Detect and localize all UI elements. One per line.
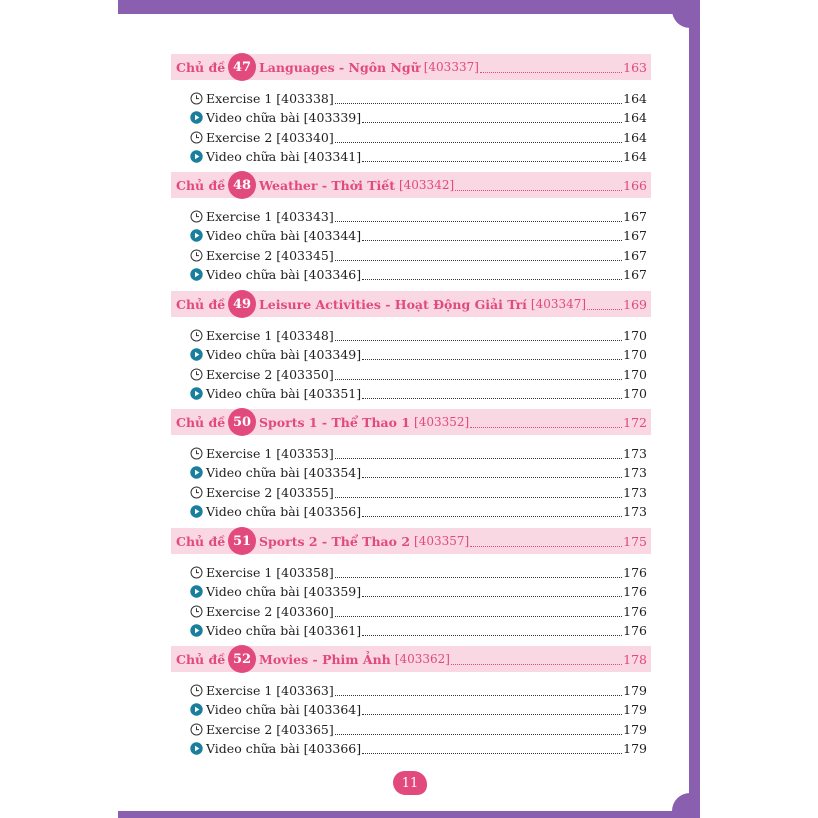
- dot-leader: [335, 132, 622, 143]
- dot-leader: [362, 704, 622, 715]
- entry-label: Video chữa bài [403366]: [206, 740, 362, 756]
- entry-label: Video chữa bài [403356]: [206, 503, 362, 519]
- topic-number-badge: 47: [228, 53, 256, 81]
- topic-title: Sports 1 - Thể Thao 1: [259, 414, 411, 430]
- topic-prefix: Chủ đề: [176, 177, 226, 193]
- toc-entry[interactable]: [189, 720, 647, 738]
- entry-label: Video chữa bài [403339]: [206, 109, 362, 125]
- dot-leader: [335, 330, 622, 341]
- dot-leader: [335, 211, 622, 222]
- toc-entry[interactable]: [189, 365, 647, 383]
- clock-icon: [189, 91, 203, 105]
- topic-header[interactable]: [171, 54, 651, 80]
- topic-page-number: 163: [623, 59, 647, 75]
- toc-entry[interactable]: [189, 265, 647, 283]
- entry-page-number: 176: [623, 622, 647, 638]
- dot-leader: [362, 388, 622, 399]
- topic-code: [403347]: [530, 297, 587, 311]
- topic-number-badge: 48: [228, 171, 256, 199]
- topic-number-badge: 49: [228, 290, 256, 318]
- topic-title: Leisure Activities - Hoạt Động Giải Trí: [259, 296, 527, 312]
- dot-leader: [335, 448, 622, 459]
- topic-prefix: Chủ đề: [176, 59, 226, 75]
- topic-code: [403342]: [398, 178, 455, 192]
- entry-label: Video chữa bài [403351]: [206, 385, 362, 401]
- play-icon: [189, 149, 203, 163]
- clock-icon: [189, 446, 203, 460]
- dot-leader: [335, 606, 622, 617]
- entry-page-number: 170: [623, 327, 647, 343]
- dot-leader: [362, 467, 622, 478]
- play-icon: [189, 386, 203, 400]
- clock-icon: [189, 683, 203, 697]
- play-icon: [189, 702, 203, 716]
- entry-label: Exercise 1 [403343]: [206, 208, 334, 224]
- page-number: 11: [393, 771, 427, 795]
- play-icon: [189, 465, 203, 479]
- dot-leader: [362, 625, 622, 636]
- dot-leader: [362, 743, 622, 754]
- entry-page-number: 176: [623, 603, 647, 619]
- clock-icon: [189, 328, 203, 342]
- entry-page-number: 167: [623, 247, 647, 263]
- toc-entry[interactable]: [189, 602, 647, 620]
- dot-leader: [362, 151, 622, 162]
- entry-page-number: 167: [623, 227, 647, 243]
- topic-page-number: 166: [623, 177, 647, 193]
- entry-label: Exercise 2 [403360]: [206, 603, 334, 619]
- frame-right: [689, 0, 700, 818]
- play-icon: [189, 347, 203, 361]
- play-icon: [189, 741, 203, 755]
- topic-prefix: Chủ đề: [176, 533, 226, 549]
- clock-icon: [189, 485, 203, 499]
- toc-entry[interactable]: [189, 502, 647, 520]
- topic-title: Weather - Thời Tiết: [259, 177, 395, 193]
- entry-page-number: 173: [623, 464, 647, 480]
- topic-prefix: Chủ đề: [176, 414, 226, 430]
- topic-header[interactable]: [171, 646, 651, 672]
- entry-page-number: 179: [623, 721, 647, 737]
- play-icon: [189, 584, 203, 598]
- topic-number-badge: 51: [228, 527, 256, 555]
- entry-page-number: 179: [623, 682, 647, 698]
- entry-label: Video chữa bài [403354]: [206, 464, 362, 480]
- toc-entry[interactable]: [189, 700, 647, 718]
- toc-entry[interactable]: [189, 582, 647, 600]
- clock-icon: [189, 604, 203, 618]
- topic-code: [403362]: [394, 652, 450, 666]
- entry-page-number: 173: [623, 503, 647, 519]
- entry-label: Exercise 1 [403363]: [206, 682, 334, 698]
- entry-page-number: 164: [623, 129, 647, 145]
- dot-leader: [587, 299, 622, 310]
- toc-entry[interactable]: [189, 207, 647, 225]
- topic-prefix: Chủ đề: [176, 651, 226, 667]
- entry-label: Exercise 2 [403350]: [206, 366, 334, 382]
- entry-label: Video chữa bài [403364]: [206, 701, 362, 717]
- topic-number-badge: 50: [228, 408, 256, 436]
- toc-entry[interactable]: [189, 89, 647, 107]
- dot-leader: [335, 567, 622, 578]
- entry-page-number: 164: [623, 90, 647, 106]
- topic-title: Languages - Ngôn Ngữ: [259, 59, 420, 75]
- dot-leader: [335, 93, 622, 104]
- dot-leader: [470, 417, 622, 428]
- entry-page-number: 164: [623, 109, 647, 125]
- dot-leader: [335, 250, 622, 261]
- toc-entry[interactable]: [189, 108, 647, 126]
- frame-bottom: [118, 811, 700, 818]
- dot-leader: [335, 685, 622, 696]
- topic-header[interactable]: [171, 409, 651, 435]
- entry-label: Exercise 1 [403338]: [206, 90, 334, 106]
- topic-page-number: 169: [623, 296, 647, 312]
- entry-page-number: 179: [623, 701, 647, 717]
- toc-entry[interactable]: [189, 681, 647, 699]
- dot-leader: [362, 112, 622, 123]
- entry-page-number: 170: [623, 385, 647, 401]
- play-icon: [189, 623, 203, 637]
- entry-label: Video chữa bài [403349]: [206, 346, 362, 362]
- dot-leader: [362, 349, 622, 360]
- toc-entry[interactable]: [189, 463, 647, 481]
- dot-leader: [451, 654, 622, 665]
- clock-icon: [189, 565, 203, 579]
- clock-icon: [189, 248, 203, 262]
- toc-entry[interactable]: [189, 246, 647, 264]
- entry-label: Video chữa bài [403341]: [206, 148, 362, 164]
- dot-leader: [362, 506, 622, 517]
- topic-title: Sports 2 - Thể Thao 2: [259, 533, 411, 549]
- clock-icon: [189, 722, 203, 736]
- entry-page-number: 170: [623, 366, 647, 382]
- dot-leader: [362, 269, 622, 280]
- play-icon: [189, 228, 203, 242]
- clock-icon: [189, 130, 203, 144]
- entry-label: Exercise 1 [403348]: [206, 327, 334, 343]
- entry-label: Video chữa bài [403344]: [206, 227, 362, 243]
- dot-leader: [455, 180, 622, 191]
- entry-page-number: 176: [623, 583, 647, 599]
- entry-label: Video chữa bài [403361]: [206, 622, 362, 638]
- dot-leader: [335, 369, 622, 380]
- topic-number-badge: 52: [228, 645, 256, 673]
- entry-page-number: 173: [623, 484, 647, 500]
- frame-top: [118, 0, 700, 14]
- entry-page-number: 164: [623, 148, 647, 164]
- toc-entry[interactable]: [189, 621, 647, 639]
- toc-entry[interactable]: [189, 147, 647, 165]
- topic-page-number: 175: [623, 533, 647, 549]
- play-icon: [189, 110, 203, 124]
- entry-page-number: 170: [623, 346, 647, 362]
- toc-entry[interactable]: [189, 326, 647, 344]
- dot-leader: [362, 586, 622, 597]
- entry-label: Exercise 2 [403345]: [206, 247, 334, 263]
- topic-page-number: 178: [623, 651, 647, 667]
- entry-page-number: 167: [623, 266, 647, 282]
- topic-code: [403357]: [414, 534, 470, 548]
- topic-header[interactable]: [171, 528, 651, 554]
- entry-label: Exercise 2 [403365]: [206, 721, 334, 737]
- topic-header[interactable]: [171, 172, 651, 198]
- entry-label: Exercise 2 [403340]: [206, 129, 334, 145]
- entry-page-number: 179: [623, 740, 647, 756]
- toc-entry[interactable]: [189, 483, 647, 501]
- toc-entry[interactable]: [189, 444, 647, 462]
- toc-entry[interactable]: [189, 384, 647, 402]
- topic-prefix: Chủ đề: [176, 296, 226, 312]
- entry-label: Exercise 1 [403358]: [206, 564, 334, 580]
- dot-leader: [335, 724, 622, 735]
- dot-leader: [362, 230, 622, 241]
- toc-entry[interactable]: [189, 739, 647, 757]
- topic-code: [403352]: [414, 415, 470, 429]
- dot-leader: [335, 487, 622, 498]
- clock-icon: [189, 209, 203, 223]
- entry-page-number: 176: [623, 564, 647, 580]
- topic-title: Movies - Phim Ảnh: [259, 651, 391, 667]
- toc-entry[interactable]: [189, 226, 647, 244]
- topic-header[interactable]: [171, 291, 651, 317]
- toc-entry[interactable]: [189, 345, 647, 363]
- entry-page-number: 167: [623, 208, 647, 224]
- play-icon: [189, 267, 203, 281]
- play-icon: [189, 504, 203, 518]
- topic-page-number: 172: [623, 414, 647, 430]
- entry-page-number: 173: [623, 445, 647, 461]
- topic-code: [403337]: [423, 60, 479, 74]
- entry-label: Exercise 2 [403355]: [206, 484, 334, 500]
- dot-leader: [480, 62, 622, 73]
- toc-entry[interactable]: [189, 128, 647, 146]
- dot-leader: [470, 536, 622, 547]
- clock-icon: [189, 367, 203, 381]
- entry-label: Video chữa bài [403359]: [206, 583, 362, 599]
- entry-label: Exercise 1 [403353]: [206, 445, 334, 461]
- entry-label: Video chữa bài [403346]: [206, 266, 362, 282]
- toc-entry[interactable]: [189, 563, 647, 581]
